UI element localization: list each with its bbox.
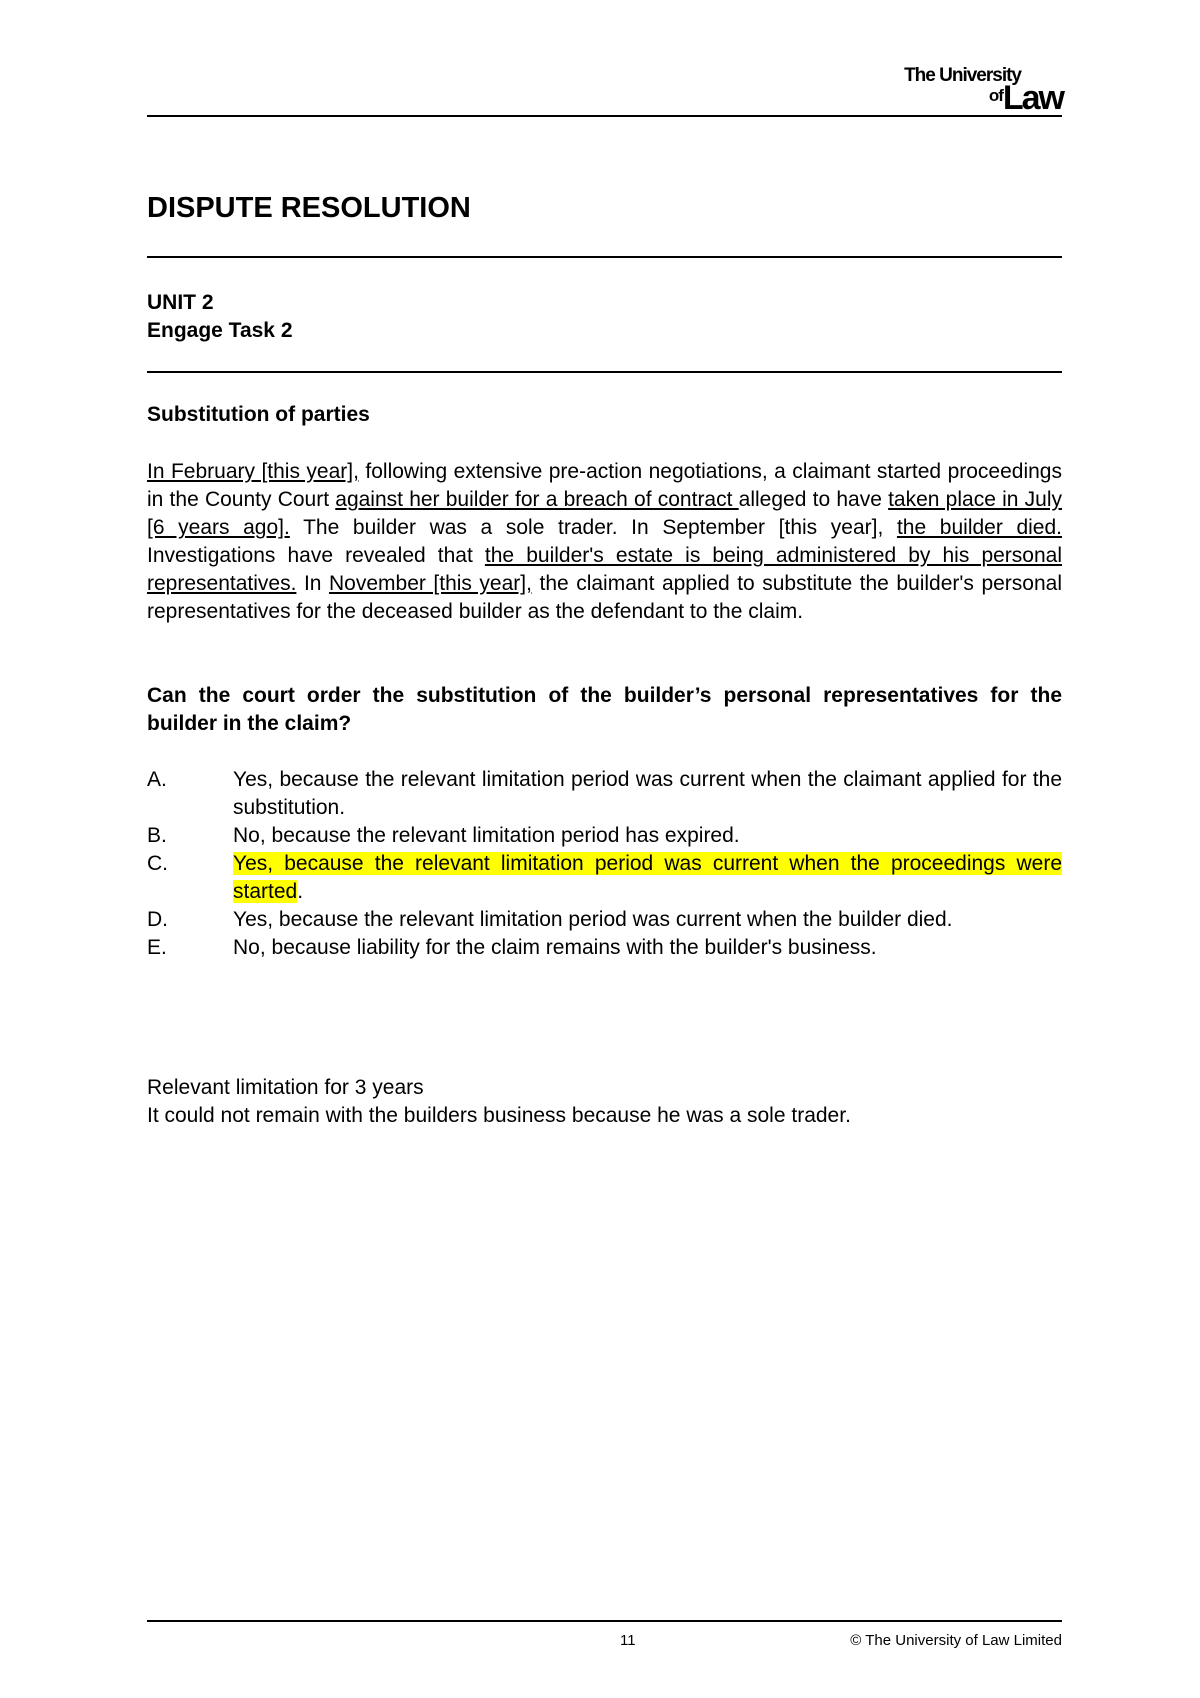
logo-text-the-university: The University bbox=[904, 65, 1021, 86]
highlighted-answer: Yes, because the relevant limitation period was current when the proceedings were started bbox=[233, 852, 1062, 903]
underlined-text: November [this year], bbox=[329, 572, 532, 595]
option-text: No, because the relevant limitation period has expired. bbox=[233, 824, 740, 847]
option-a bbox=[147, 766, 1062, 822]
note-line: Relevant limitation for 3 years bbox=[147, 1076, 424, 1099]
option-letter: D. bbox=[147, 908, 168, 931]
option-d bbox=[147, 906, 1062, 934]
paragraph-text: alleged to have bbox=[738, 488, 889, 511]
paragraph-text: Investigations have revealed that bbox=[147, 544, 485, 567]
question-text: Can the court order the substitution of the builder’s personal representatives for the builder in the claim? bbox=[147, 684, 1062, 735]
option-e bbox=[147, 934, 1062, 962]
option-letter: A. bbox=[147, 768, 167, 791]
paragraph-text: The builder was a sole trader. In September [this year], bbox=[289, 516, 897, 539]
underlined-text: the builder's estate is being administered by his personal representatives. bbox=[147, 544, 1062, 595]
header-divider bbox=[147, 115, 1062, 117]
footer-divider bbox=[147, 1620, 1062, 1622]
paragraph-text: In bbox=[296, 572, 329, 595]
unit-label: UNIT 2 bbox=[147, 291, 214, 314]
task-label: Engage Task 2 bbox=[147, 319, 293, 342]
student-notes bbox=[147, 1074, 851, 1130]
title-divider bbox=[147, 256, 1062, 258]
option-text: Yes, because the relevant limitation period was current when the claimant applied for the substitution. bbox=[233, 768, 1062, 819]
unit-block bbox=[147, 289, 293, 345]
note-line: It could not remain with the builders business because he was a sole trader. bbox=[147, 1104, 851, 1127]
paragraph-text: the claimant applied to substitute the builder's personal representatives for the deceased builder as the defendant to the claim. bbox=[147, 572, 1062, 623]
section-heading: Substitution of parties bbox=[147, 403, 370, 426]
option-text: Yes, because the relevant limitation period was current when the builder died. bbox=[233, 908, 953, 931]
option-b bbox=[147, 822, 1062, 850]
paragraph-text: following extensive pre-action negotiations, a claimant started proceedings in the County Court bbox=[147, 460, 1062, 511]
scenario-paragraph bbox=[147, 458, 1062, 626]
option-text-highlighted bbox=[233, 850, 1062, 906]
underlined-text: In February [this year], bbox=[147, 460, 359, 483]
option-c bbox=[147, 850, 1062, 906]
unit-divider bbox=[147, 371, 1062, 373]
option-letter: B. bbox=[147, 824, 167, 847]
copyright-notice: © The University of Law Limited bbox=[850, 1632, 1062, 1649]
underlined-text: taken place in July [6 years ago]. bbox=[147, 488, 1062, 539]
underlined-text: the builder died. bbox=[896, 516, 1062, 539]
option-text: No, because liability for the claim remains with the builder's business. bbox=[233, 936, 877, 959]
underlined-text: against her builder for a breach of contract bbox=[335, 488, 739, 511]
logo-text-law: Law bbox=[1002, 79, 1063, 117]
logo-text-of: of bbox=[988, 86, 1003, 105]
option-letter: E. bbox=[147, 936, 167, 959]
university-of-law-logo bbox=[904, 66, 1063, 115]
page-number: 11 bbox=[620, 1632, 636, 1649]
option-suffix: . bbox=[297, 880, 304, 903]
document-title: DISPUTE RESOLUTION bbox=[147, 192, 471, 224]
answer-options bbox=[147, 766, 1062, 962]
option-letter: C. bbox=[147, 852, 168, 875]
